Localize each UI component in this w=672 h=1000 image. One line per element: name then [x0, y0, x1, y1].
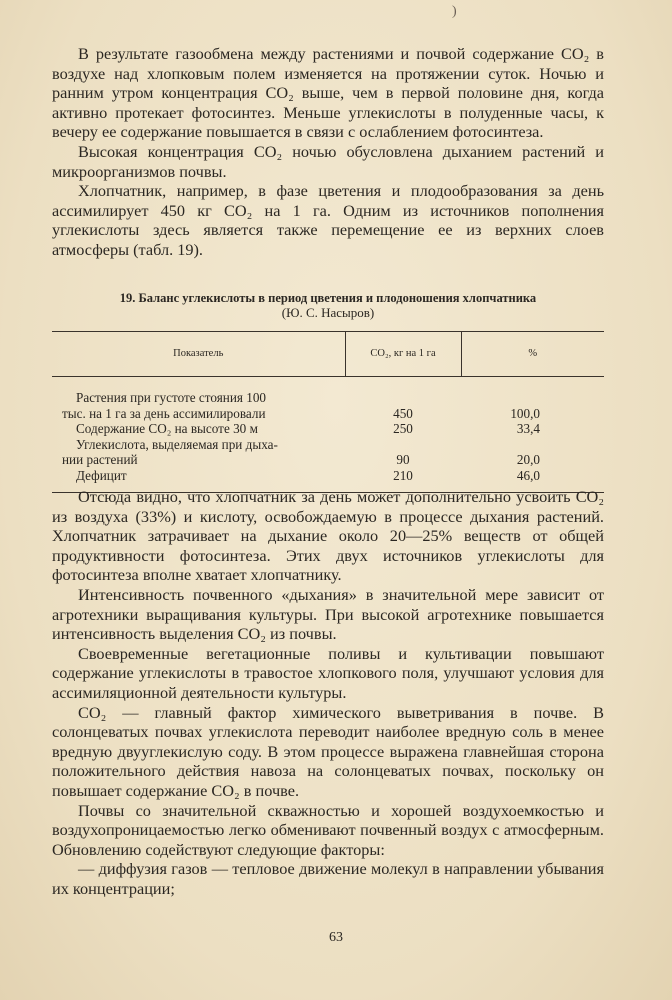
table-header-row — [52, 332, 604, 377]
row-label: Растения при густоте стояния 100 — [76, 390, 267, 405]
row-label: Дефицит — [76, 467, 127, 483]
page-number: 63 — [329, 930, 343, 945]
row-value: 210 — [393, 467, 413, 483]
table-row — [52, 437, 604, 468]
paragraph: Своевременные вегетационные поливы и культивации повышают содержание углекислоты в травостое хлопкового поля, улучшают условия для ассимиляционной деятельности культуры. — [52, 643, 604, 702]
header-indicator: Показатель — [52, 332, 345, 377]
paragraph: Хлопчатник, например, в фазе цветения и плодообразования за день ассимилирует 450 кг CO₂ на 1 га. Одним из источников пополнения углекислоты здесь является также перемещение ее из верхних слоев атмосферы (табл. 19). — [52, 181, 604, 259]
row-value: 450 — [393, 405, 413, 421]
paragraph: Отсюда видно, что хлопчатник за день может дополнительно усвоить CO₂ из воздуха (33%) и кислоту, освобождаемую в процессе дыхания растений. Хлопчатник затрачивает на дыхание около 20—25% веществ от общей продуктивности фотосинтеза. Этих двух источников углекислоты для фотосинтеза вполне хватает хлопчатнику. — [52, 487, 604, 585]
row-percent: 100,0 — [510, 405, 540, 421]
row-percent: 33,4 — [516, 421, 540, 437]
row-label: нии растений — [62, 452, 138, 468]
paragraph: Интенсивность почвенного «дыхания» в значительной мере зависит от агротехники выращивания культуры. При высокой агротехнике повышается интенсивность выделения CO₂ из почвы. — [52, 584, 604, 644]
row-value: 90 — [396, 452, 410, 468]
header-co2: CO₂, кг на 1 га — [345, 332, 461, 377]
text-block-bottom — [52, 487, 604, 898]
table-title: 19. Баланс углекислоты в период цветения и плодоношения хлопчатника — [119, 291, 537, 305]
row-label: Содержание CO₂ на высоте 30 м — [76, 421, 258, 437]
table-source: (Ю. С. Насыров) — [281, 305, 375, 320]
paragraph: В результате газообмена между растениями и почвой содержание CO₂ в воздухе над хлопковым полем изменяется на протяжении суток. Ночью и ранним утром концентрация CO₂ выше, чем в первой половине дня, когда активно протекает фотосинтез. Меньше углекислоты в полуденные часы, к вечеру ее содержание повышается в связи с ослаблением фотосинтеза. — [52, 44, 604, 142]
row-label: тыс. на 1 га за день ассимилировали — [62, 405, 266, 421]
corner-mark: ) — [452, 4, 457, 19]
paragraph: — диффузия газов — тепловое движение молекул в направлении убывания их концентрации; — [52, 859, 604, 898]
header-percent: % — [461, 332, 604, 377]
paragraph: CO₂ — главный фактор химического выветривания в почве. В солонцеватых почвах углекислота переводит наиболее вредную соль в менее вредную двууглекислую соду. В этом процессе выражена главнейшая сторона положительного действия навоза на солонцеватых почвах, поскольку он повышает содержание CO₂ в почве. — [52, 702, 604, 800]
table-row — [52, 377, 604, 422]
paragraph: Высокая концентрация CO₂ ночью обусловлена дыханием растений и микроорганизмов почвы. — [52, 141, 604, 181]
table-row — [52, 421, 604, 437]
row-percent: 46,0 — [516, 467, 540, 483]
paragraph: Почвы со значительной скважностью и хорошей воздухоемкостью и воздухопроницаемостью легко обменивают почвенный воздух с атмосферным. Обновлению содействуют следующие факторы: — [52, 800, 604, 859]
text-block-top — [52, 44, 604, 260]
row-label: Углекислота, выделяемая при дыха- — [76, 436, 278, 452]
row-value: 250 — [393, 421, 413, 437]
row-percent: 20,0 — [516, 452, 540, 468]
co2-balance-table — [52, 331, 604, 493]
